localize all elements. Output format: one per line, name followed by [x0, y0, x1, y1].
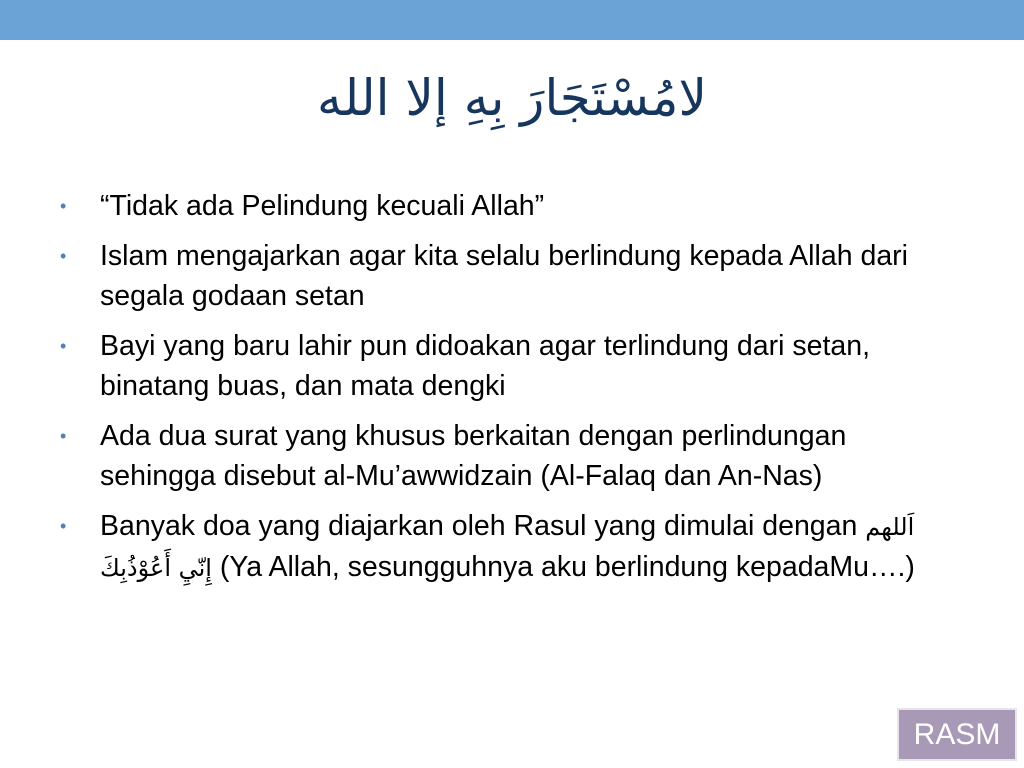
slide-title: لامُسْتَجَارَ بِهِ إلا الله: [317, 69, 707, 127]
bullet-marker: •: [60, 246, 67, 266]
rasm-badge: RASM: [897, 708, 1017, 761]
bullet-item: [60, 236, 940, 316]
bullet-item: [60, 326, 940, 406]
bullet-text: Bayi yang baru lahir pun didoakan agar terlindung dari setan, binatang buas, dan mata dengki: [100, 330, 871, 402]
bullet-text-after: (Ya Allah, sesungguhnya aku berlindung kepadaMu….): [211, 551, 915, 583]
bullet-marker: •: [60, 516, 67, 536]
arabic-prayer-text: اَللهم إِنّيِ أَعُوْذُبِكَ: [100, 513, 915, 582]
bullet-list: [60, 186, 940, 598]
bullet-marker: •: [60, 336, 67, 356]
bullet-text: Islam mengajarkan agar kita selalu berlindung kepada Allah dari segala godaan setan: [100, 240, 908, 312]
bullet-text: Ada dua surat yang khusus berkaitan dengan perlindungan sehingga disebut al-Mu’awwidzain (Al-Falaq dan An-Nas): [100, 420, 847, 492]
bullet-marker: •: [60, 426, 67, 446]
bullet-text: “Tidak ada Pelindung kecuali Allah”: [100, 190, 545, 222]
bullet-item: [60, 186, 940, 226]
bullet-item: [60, 506, 940, 588]
bullet-marker: •: [60, 196, 67, 216]
bullet-text-before: Banyak doa yang diajarkan oleh Rasul yang dimulai dengan: [100, 510, 866, 542]
top-accent-bar: [0, 0, 1024, 40]
bullet-item: [60, 416, 940, 496]
